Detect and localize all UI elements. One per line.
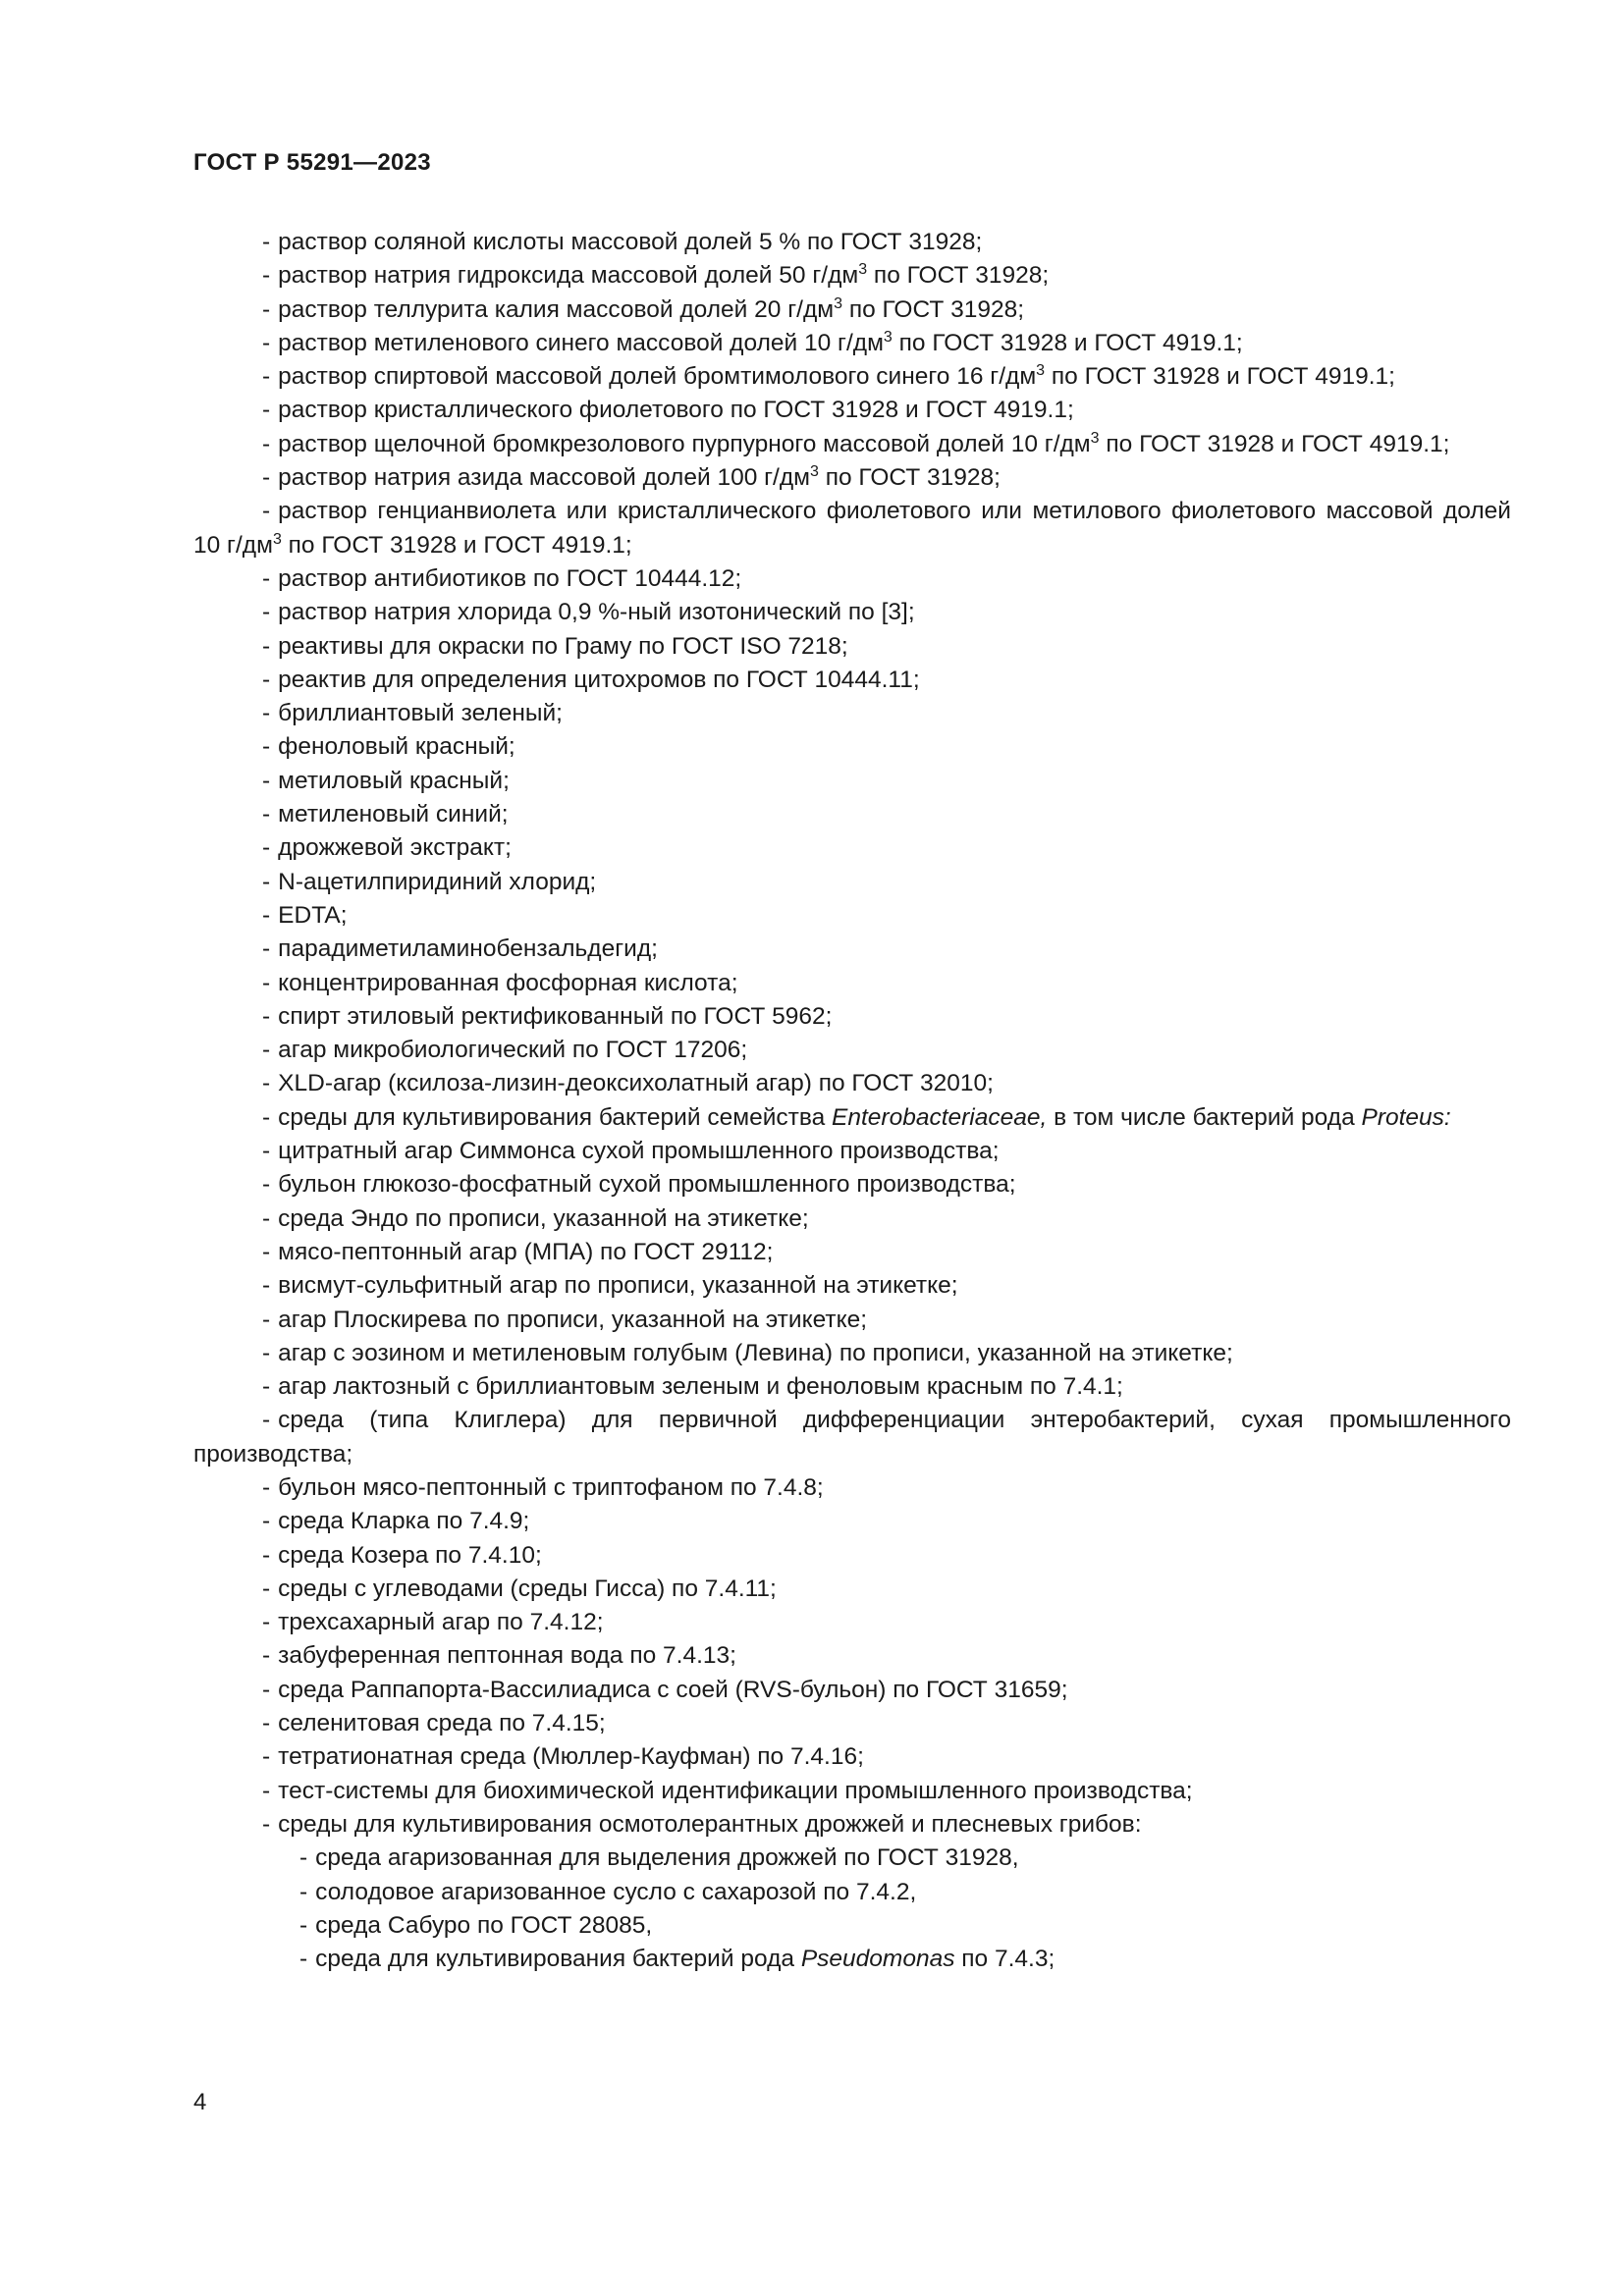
list-dash: - (262, 1676, 271, 1703)
list-item (193, 259, 1511, 293)
list-item (193, 596, 1511, 629)
list-dash: - (262, 262, 271, 290)
list-item (193, 866, 1511, 899)
list-item-text: среды для культивирования бактерий семейства Enterobacteriaceae, в том числе бактерий рода Proteus: (278, 1103, 1451, 1131)
list-dash: - (262, 733, 271, 761)
list-item-text: раствор натрия азида массовой долей 100 $г/дм^3$ по ГОСТ 31928; (278, 463, 1001, 492)
list-item (193, 1404, 1511, 1471)
list-item (193, 1000, 1511, 1034)
list-item (193, 1168, 1511, 1201)
list-item-text: среды для культивирования осмотолерантных дрожжей и плесневых грибов: (278, 1810, 1142, 1838)
list-item-text: среда Кларка по 7.4.9; (278, 1508, 530, 1535)
list-item (193, 630, 1511, 664)
list-item (193, 697, 1511, 730)
list-item (193, 1606, 1511, 1639)
list-dash: - (262, 1306, 271, 1333)
list-item-text: раствор метиленового синего массовой долей 10 $г/дм^3$ по ГОСТ 31928 и ГОСТ 4919.1; (278, 328, 1243, 356)
list-item-text: солодовое агаризованное сусло с сахарозой по 7.4.2, (315, 1878, 917, 1905)
list-item-text: агар микробиологический по ГОСТ 17206; (278, 1037, 748, 1064)
list-item (193, 1707, 1511, 1740)
list-dash: - (262, 430, 271, 457)
list-item (193, 1135, 1511, 1168)
list-item-text: метиловый красный; (278, 767, 510, 794)
list-item (193, 1471, 1511, 1505)
list-item-text: бриллиантовый зеленый; (278, 700, 563, 727)
list-item-text: среда (типа Клиглера) для первичной дифференциации энтеробактерий, сухая промышленного производства; (193, 1407, 1511, 1468)
list-item-text: бульон мясо-пептонный с триптофаном по 7.4.8; (278, 1473, 824, 1501)
list-dash: - (262, 363, 271, 391)
list-item (193, 664, 1511, 697)
list-item-text: метиленовый синий; (278, 801, 509, 828)
list-item (193, 562, 1511, 596)
list-item (193, 1539, 1511, 1573)
list-item-text: раствор генцианвиолета или кристаллического фиолетового или метилового фиолетового массовой долей 10 $г/дм^3$ по ГОСТ 31928 и ГОСТ 4919.1; (193, 498, 1511, 559)
list-item (193, 1370, 1511, 1404)
list-dash: - (299, 1878, 308, 1905)
list-dash: - (299, 1844, 308, 1872)
list-item-text: раствор натрия гидроксида массовой долей 50 $г/дм^3$ по ГОСТ 31928; (278, 261, 1050, 290)
list-dash: - (262, 1407, 271, 1434)
list-item-text: спирт этиловый ректификованный по ГОСТ 5962; (278, 1002, 833, 1030)
list-dash: - (262, 1743, 271, 1771)
list-item-text: цитратный агар Симмонса сухой промышленного производства; (278, 1138, 1000, 1165)
list-dash: - (262, 901, 271, 929)
list-dash: - (262, 1373, 271, 1401)
list-item-text: парадиметиламинобензальдегид; (278, 935, 658, 963)
list-dash: - (262, 632, 271, 660)
sub-list-item (193, 1909, 1511, 1943)
list-dash: - (262, 1103, 271, 1131)
list-item-text: агар Плоскирева по прописи, указанной на этикетке; (278, 1306, 868, 1333)
list-dash: - (262, 1473, 271, 1501)
list-item-text: среды с углеводами (среды Гисса) по 7.4.11; (278, 1575, 777, 1602)
list-dash: - (262, 969, 271, 996)
list-item-text: концентрированная фосфорная кислота; (278, 969, 738, 996)
list-dash: - (262, 1642, 271, 1670)
list-item-text: XLD-агар (ксилоза-лизин-деоксихолатный агар) по ГОСТ 32010; (278, 1070, 994, 1097)
sub-list-item (193, 1943, 1511, 1976)
list-item (193, 1304, 1511, 1337)
list-dash: - (299, 1946, 308, 1973)
list-item-text: раствор спиртовой массовой долей бромтимолового синего 16 $г/дм^3$ по ГОСТ 31928 и ГОСТ 4919.1; (278, 362, 1395, 391)
list-item (193, 967, 1511, 1000)
list-item (193, 831, 1511, 865)
list-dash: - (262, 1339, 271, 1366)
list-dash: - (262, 868, 271, 895)
list-item (193, 1034, 1511, 1067)
list-dash: - (262, 1037, 271, 1064)
list-item-text: тест-системы для биохимической идентификации промышленного производства; (278, 1777, 1193, 1804)
list-item (193, 1236, 1511, 1269)
list-dash: - (262, 464, 271, 492)
list-item-text: феноловый красный; (278, 733, 515, 761)
list-item-text: раствор антибиотиков по ГОСТ 10444.12; (278, 564, 742, 592)
list-item (193, 461, 1511, 495)
list-item-text: среда агаризованная для выделения дрожжей по ГОСТ 31928, (315, 1844, 1019, 1872)
reagent-list (193, 226, 1511, 1976)
list-dash: - (262, 1002, 271, 1030)
list-item (193, 798, 1511, 831)
list-item-text: реактивы для окраски по Граму по ГОСТ ISO 7218; (278, 632, 848, 660)
list-item (193, 1269, 1511, 1303)
list-item-text: висмут-сульфитный агар по прописи, указанной на этикетке; (278, 1272, 958, 1300)
list-item (193, 1740, 1511, 1774)
list-item (193, 1505, 1511, 1538)
sub-list-item (193, 1876, 1511, 1909)
list-dash: - (262, 1171, 271, 1199)
list-item-text: дрожжевой экстракт; (278, 834, 512, 862)
list-item-text: раствор соляной кислоты массовой долей 5 % по ГОСТ 31928; (278, 229, 983, 255)
list-dash: - (262, 1575, 271, 1602)
list-dash: - (262, 1541, 271, 1569)
list-item-text: мясо-пептонный агар (МПА) по ГОСТ 29112; (278, 1238, 774, 1265)
list-dash: - (262, 1710, 271, 1737)
list-dash: - (262, 295, 271, 323)
list-dash: - (262, 834, 271, 862)
list-item (193, 1775, 1511, 1808)
list-item (193, 1067, 1511, 1100)
list-item (193, 428, 1511, 461)
list-dash: - (262, 1070, 271, 1097)
list-item-text: селенитовая среда по 7.4.15; (278, 1710, 606, 1737)
list-item-text: раствор теллурита калия массовой долей 20 $г/дм^3$ по ГОСТ 31928; (278, 294, 1025, 323)
list-item-text: забуференная пептонная вода по 7.4.13; (278, 1642, 736, 1670)
page-number: 4 (193, 2089, 207, 2115)
list-item (193, 394, 1511, 427)
list-item (193, 226, 1511, 259)
list-dash: - (299, 1911, 308, 1939)
list-item (193, 1674, 1511, 1707)
list-dash: - (262, 1204, 271, 1232)
list-dash: - (262, 229, 271, 255)
list-item-text: среда Эндо по прописи, указанной на этикетке; (278, 1204, 809, 1232)
list-item (193, 1808, 1511, 1842)
list-item (193, 765, 1511, 798)
list-item (193, 1101, 1511, 1135)
list-dash: - (262, 1272, 271, 1300)
list-dash: - (262, 666, 271, 693)
list-dash: - (262, 397, 271, 424)
list-item-text: N-ацетилпиридиний хлорид; (278, 868, 597, 895)
list-item (193, 1202, 1511, 1236)
list-item-text: среда Раппапорта-Вассилиадиса с соей (RVS-бульон) по ГОСТ 31659; (278, 1676, 1068, 1703)
list-item (193, 1337, 1511, 1370)
sub-list-item (193, 1842, 1511, 1875)
list-item (193, 294, 1511, 327)
list-item-text: EDTA; (278, 901, 348, 929)
list-dash: - (262, 801, 271, 828)
list-dash: - (262, 935, 271, 963)
list-dash: - (262, 700, 271, 727)
list-dash: - (262, 1508, 271, 1535)
list-item-text: агар с эозином и метиленовым голубым (Левина) по прописи, указанной на этикетке; (278, 1339, 1233, 1366)
list-dash: - (262, 1777, 271, 1804)
list-dash: - (262, 1238, 271, 1265)
list-item-text: раствор натрия хлорида 0,9 %-ный изотонический по [3]; (278, 599, 915, 626)
list-item-text: тетратионатная среда (Мюллер-Кауфман) по 7.4.16; (278, 1743, 864, 1771)
list-item-text: агар лактозный с бриллиантовым зеленым и феноловым красным по 7.4.1; (278, 1373, 1123, 1401)
list-item-text: раствор щелочной бромкрезолового пурпурного массовой долей 10 $г/дм^3$ по ГОСТ 31928 и ГОСТ 4919.1; (278, 429, 1450, 457)
document-header: ГОСТ Р 55291—2023 (193, 149, 431, 176)
list-item (193, 495, 1511, 562)
list-dash: - (262, 1609, 271, 1636)
list-item (193, 1573, 1511, 1606)
list-item (193, 1639, 1511, 1673)
list-item (193, 933, 1511, 966)
list-item-text: трехсахарный агар по 7.4.12; (278, 1609, 604, 1636)
list-dash: - (262, 767, 271, 794)
list-dash: - (262, 599, 271, 626)
list-dash: - (262, 329, 271, 356)
list-item (193, 899, 1511, 933)
list-dash: - (262, 564, 271, 592)
list-dash: - (262, 498, 271, 525)
list-item-text: раствор кристаллического фиолетового по ГОСТ 31928 и ГОСТ 4919.1; (278, 397, 1074, 424)
list-item-text: бульон глюкозо-фосфатный сухой промышленного производства; (278, 1171, 1016, 1199)
list-item (193, 730, 1511, 764)
list-item-text: среда для культивирования бактерий рода Pseudomonas по 7.4.3; (315, 1946, 1056, 1973)
list-item (193, 327, 1511, 360)
list-item (193, 360, 1511, 394)
list-dash: - (262, 1810, 271, 1838)
list-item-text: среда Сабуро по ГОСТ 28085, (315, 1911, 653, 1939)
list-dash: - (262, 1138, 271, 1165)
list-item-text: среда Козера по 7.4.10; (278, 1541, 542, 1569)
list-item-text: реактив для определения цитохромов по ГОСТ 10444.11; (278, 666, 920, 693)
